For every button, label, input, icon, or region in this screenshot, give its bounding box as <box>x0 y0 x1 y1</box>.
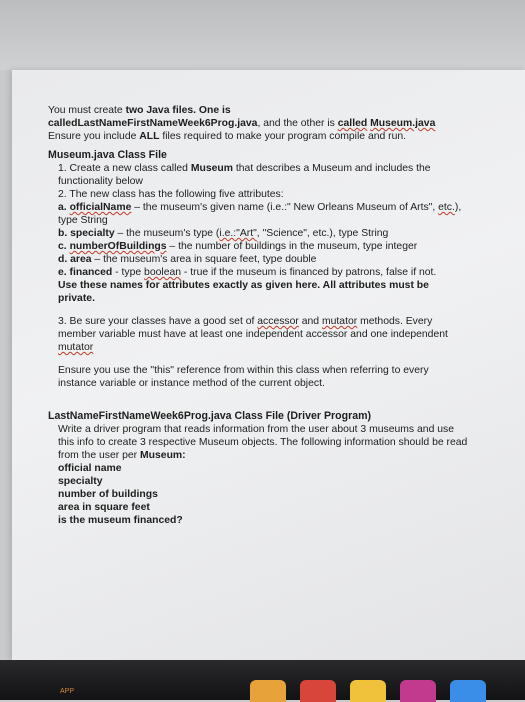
attribute-b: b. specialty – the museum's type (i.e.:"Art", "Science", etc.), type String <box>58 228 389 239</box>
attribute-e: e. financed - type boolean - true if the museum is financed by patrons, false if not. <box>58 267 437 278</box>
ensure-files-note: Ensure you include ALL files required to make your program compile and run. <box>48 131 407 142</box>
museum-section-body <box>58 162 468 390</box>
attribute-a: a. officialName – the museum's given name (i.e.:" New Orleans Museum of Arts", etc.), type String <box>58 202 462 226</box>
assignment-content <box>48 104 468 527</box>
photo-background-top <box>0 0 525 70</box>
attribute-c: c. numberOfBuildings – the number of buildings in the museum, type integer <box>58 241 418 252</box>
attribute-d: d. area – the museum's area in square feet, type double <box>58 254 317 265</box>
driver-field: number of buildings <box>58 489 158 500</box>
driver-section-title: LastNameFirstNameWeek6Prog.java Class File (Driver Program) <box>48 410 372 422</box>
museum-item-3: 3. Be sure your classes have a good set of accessor and mutator methods. Every member variable must have at least one independent accessor and one independent mutator <box>58 316 448 353</box>
museum-item-1: 1. Create a new class called Museum that describes a Museum and includes the functionality below <box>58 163 431 187</box>
driver-section-body <box>58 423 468 527</box>
dock-app-icon[interactable] <box>350 680 386 702</box>
driver-field: specialty <box>58 476 103 487</box>
dock-app-label: APP <box>60 688 75 695</box>
dock-app-icon[interactable] <box>400 680 436 702</box>
this-reference-note: Ensure you use the "this" reference from within this class when referring to every instance variable or instance method of the current object. <box>58 365 429 389</box>
dock-app-icon[interactable] <box>300 680 336 702</box>
driver-field: official name <box>58 463 122 474</box>
attribute-names-note: Use these names for attributes exactly as given here. All attributes must be private. <box>58 280 429 304</box>
driver-field: area in square feet <box>58 502 150 513</box>
museum-section-title: Museum.java Class File <box>48 149 167 161</box>
museum-item-2-intro: 2. The new class has the following five attributes: <box>58 189 284 200</box>
intro-paragraph: You must create two Java files. One is calledLastNameFirstNameWeek6Prog.java, and the other is called Museum.java <box>48 105 436 129</box>
dock-app-icon[interactable] <box>450 680 486 702</box>
dock-app-icon[interactable] <box>250 680 286 702</box>
driver-description: Write a driver program that reads information from the user about 3 museums and use this info to create 3 respective Museum objects. The following information should be read from the user per Museum: <box>58 424 468 461</box>
driver-field: is the museum financed? <box>58 515 183 526</box>
